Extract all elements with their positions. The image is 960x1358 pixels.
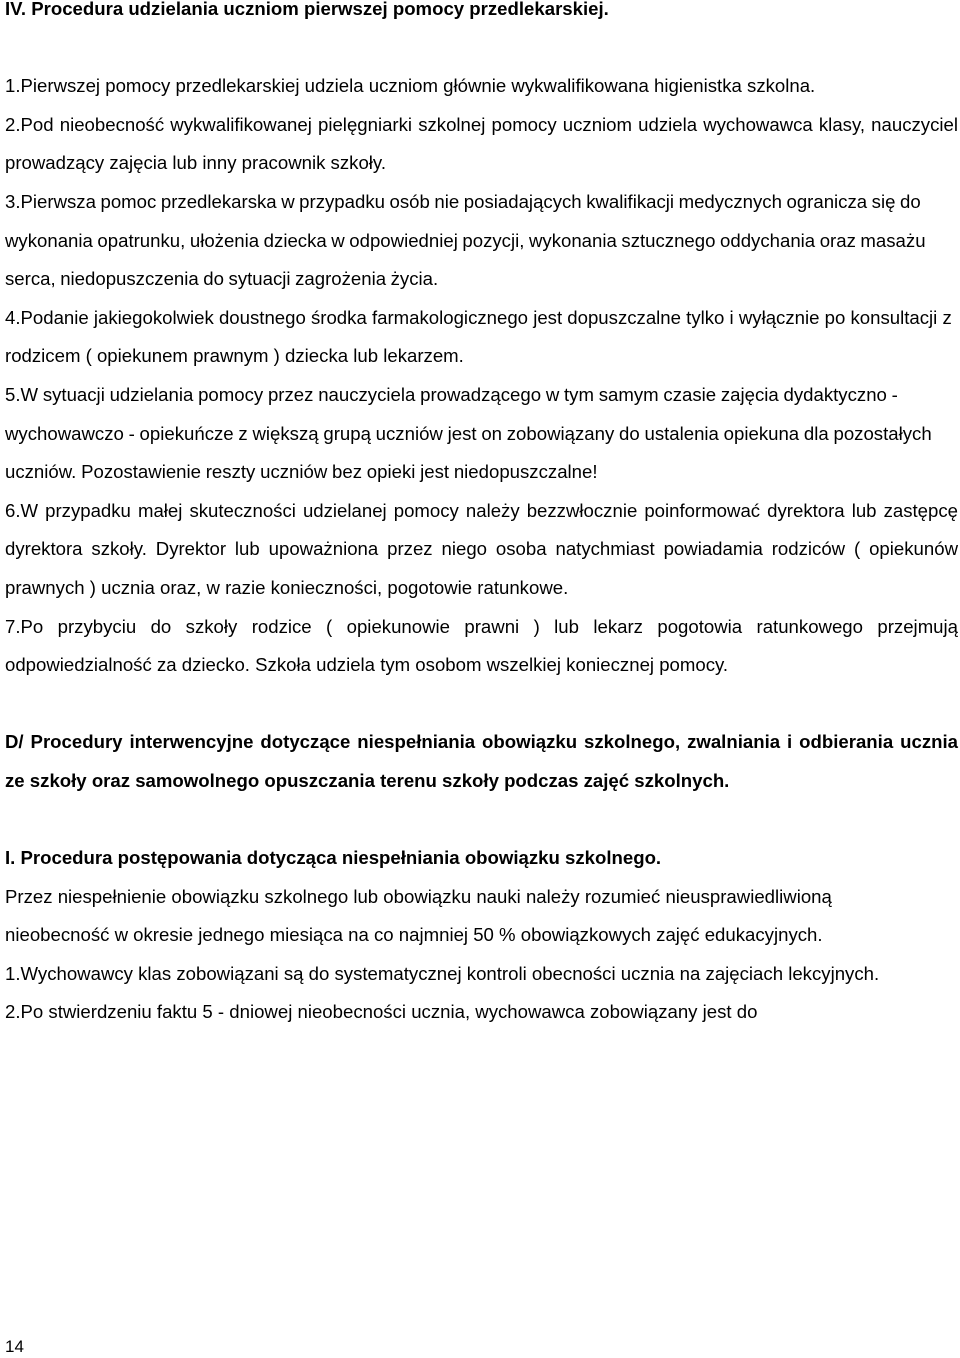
section-iv-item-6: 6.W przypadku małej skuteczności udzielanej pomocy należy bezzwłocznie poinformować dyrektora lub zastępcę dyrektora szkoły. Dyrektor lub upoważniona przez niego osoba natychmiast powiadamia rodziców ( opiekunów prawnych ) ucznia oraz, w razie konieczności, pogotowie ratunkowe. xyxy=(5,499,958,598)
section-iv-item-1: 1.Pierwszej pomocy przedlekarskiej udziela uczniom głównie wykwalifikowana higienistka szkolna. xyxy=(5,75,816,97)
section-iv-item-5: 5.W sytuacji udzielania pomocy przez nauczyciela prowadzącego w tym samym czasie zajęcia dydaktyczno - wychowawczo - opiekuńcze z większą grupą uczniów jest on zobowiązany do ustalenia opiekuna dla pozostałych uczniów. Pozostawienie reszty uczniów bez opieki jest niedopuszczalne! xyxy=(5,383,932,483)
page-number: 14 xyxy=(5,1337,24,1356)
section-iv-item-2: 2.Pod nieobecność wykwalifikowanej pielęgniarki szkolnej pomocy uczniom udziela wychowawca klasy, nauczyciel prowadzący zajęcia lub inny pracownik szkoły. xyxy=(5,113,958,174)
section-i-item-2: 2.Po stwierdzeniu faktu 5 - dniowej nieobecności ucznia, wychowawca zobowiązany jest do xyxy=(5,1001,758,1023)
document-page xyxy=(5,0,958,1032)
spacer xyxy=(5,685,958,724)
section-i-intro: Przez niespełnienie obowiązku szkolnego lub obowiązku nauki należy rozumieć nieusprawiedliwioną nieobecność w okresie jednego miesiąca na co najmniej 50 % obowiązkowych zajęć edukacyjnych. xyxy=(5,885,832,946)
section-d-heading: D/ Procedury interwencyjne dotyczące niespełniania obowiązku szkolnego, zwalniania i odbierania ucznia ze szkoły oraz samowolnego opuszczania terenu szkoły podczas zajęć szkolnych. xyxy=(5,731,958,791)
section-iv-heading: IV. Procedura udzielania uczniom pierwszej pomocy przedlekarskiej. xyxy=(5,0,609,19)
spacer xyxy=(5,800,958,839)
spacer xyxy=(5,29,958,68)
section-i-heading: I. Procedura postępowania dotycząca niespełniania obowiązku szkolnego. xyxy=(5,847,662,869)
section-i-item-1: 1.Wychowawcy klas zobowiązani są do systematycznej kontroli obecności ucznia na zajęciach lekcyjnych. xyxy=(5,962,880,984)
section-iv-item-4: 4.Podanie jakiegokolwiek doustnego środka farmakologicznego jest dopuszczalne tylko i wyłącznie po konsultacji z rodzicem ( opiekunem prawnym ) dziecka lub lekarzem. xyxy=(5,306,952,367)
section-iv-item-3: 3.Pierwsza pomoc przedlekarska w przypadku osób nie posiadających kwalifikacji medycznych ogranicza się do wykonania opatrunku, ułożenia dziecka w odpowiedniej pozycji, wykonania sztucznego oddychania oraz masażu serca, niedopuszczenia do sytuacji zagrożenia życia. xyxy=(5,190,926,290)
section-iv-item-7: 7.Po przybyciu do szkoły rodzice ( opiekunowie prawni ) lub lekarz pogotowia ratunkowego przejmują odpowiedzialność za dziecko. Szkoła udziela tym osobom wszelkiej koniecznej pomocy. xyxy=(5,615,958,676)
